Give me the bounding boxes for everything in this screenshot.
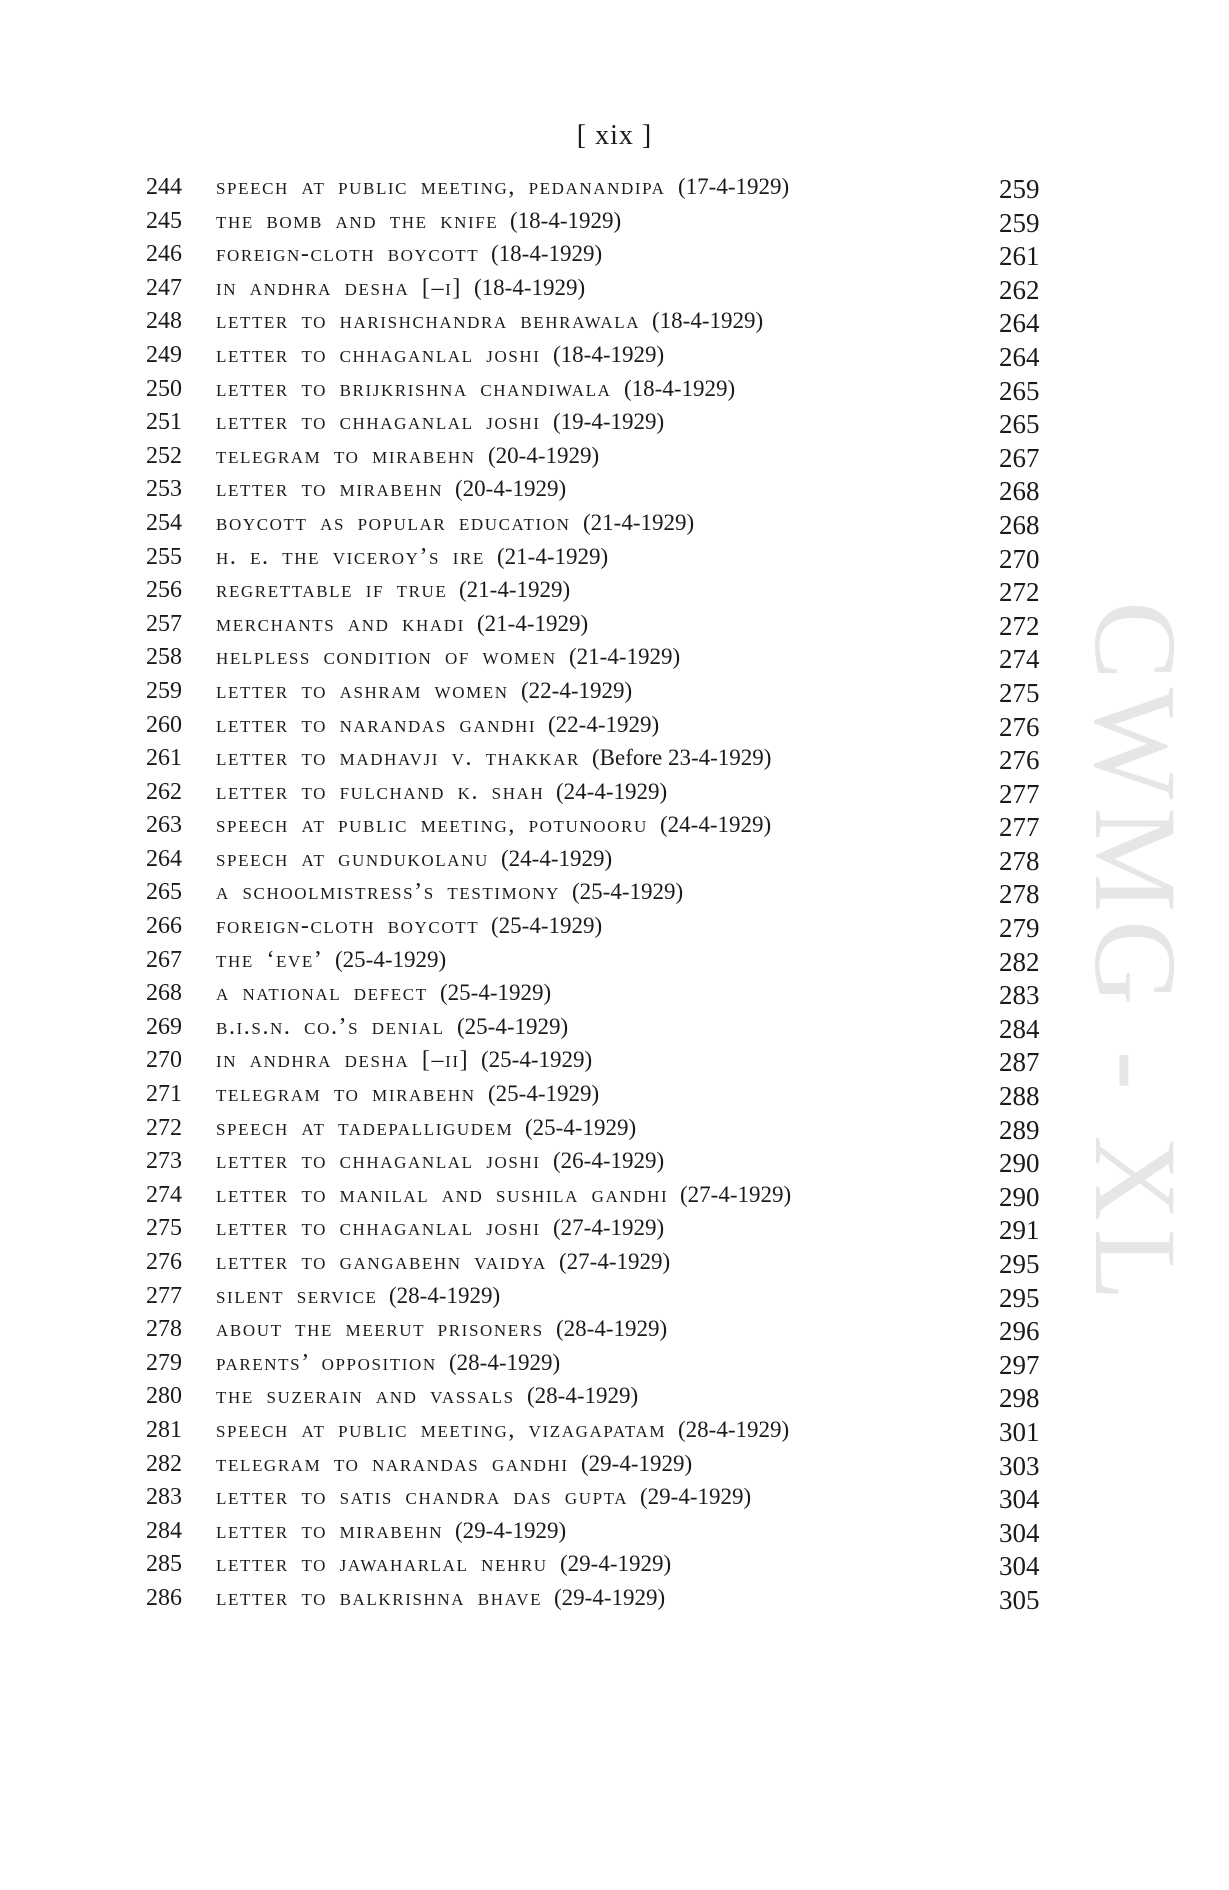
toc-entry [146,577,1046,611]
entry-date: (29-4-1929) [560,1551,672,1577]
toc-entry [146,1182,1046,1216]
toc-entry [146,980,1046,1014]
entry-number: 258 [146,644,182,671]
entry-number: 281 [146,1416,182,1443]
entry-title: merchants and khadi [216,610,465,637]
toc-entry [146,879,1046,913]
entry-number: 275 [146,1215,182,1242]
entry-page: 274 [999,644,1040,675]
entry-title: telegram to mirabehn [216,442,476,469]
toc-entry [146,308,1046,342]
entry-number: 274 [146,1181,182,1208]
entry-page: 303 [999,1450,1040,1481]
entry-page: 290 [999,1181,1040,1212]
toc-entry [146,1484,1046,1518]
watermark: CWMG - XL [1070,601,1201,1309]
entry-title: letter to manilal and sushila gandhi [216,1181,669,1208]
entry-number: 260 [146,711,182,738]
entry-title: letter to satis chandra das gupta [216,1484,629,1511]
entry-number: 284 [146,1517,182,1544]
entry-number: 273 [146,1148,182,1175]
entry-number: 255 [146,543,182,570]
entry-page: 268 [999,476,1040,507]
entry-page: 283 [999,980,1040,1011]
entry-title: the ‘eve’ [216,946,324,973]
entry-number: 252 [146,442,182,469]
entry-date: (25-4-1929) [335,946,447,972]
entry-title: the bomb and the knife [216,207,499,234]
toc-entry [146,611,1046,645]
entry-title: letter to gangabehn vaidya [216,1249,547,1275]
entry-number: 271 [146,1081,182,1108]
entry-page: 304 [999,1551,1040,1582]
entry-number: 265 [146,879,182,906]
entry-date: (25-4-1929) [488,1081,600,1107]
entry-number: 268 [146,980,182,1007]
entry-number: 278 [146,1316,182,1343]
entry-page: 304 [999,1517,1040,1548]
entry-title: letter to fulchand k. shah [216,778,545,805]
entry-page: 298 [999,1383,1040,1414]
entry-date: (Before 23-4-1929) [592,745,772,771]
entry-page: 272 [999,577,1040,608]
entry-date: (18-4-1929) [474,274,586,300]
entry-page: 289 [999,1114,1040,1145]
toc-entry [146,947,1046,981]
entry-date: (29-4-1929) [554,1584,666,1610]
entry-number: 254 [146,509,182,536]
toc-entry [146,1585,1046,1619]
entry-title: letter to narandas gandhi [216,711,537,738]
entry-number: 277 [146,1282,182,1309]
entry-title: letter to chhaganlal joshi [216,409,541,436]
entry-page: 305 [999,1584,1040,1615]
entry-page: 277 [999,812,1040,843]
entry-title: letter to chhaganlal joshi [216,341,541,368]
toc-entry [146,846,1046,880]
toc-entry [146,208,1046,242]
entry-date: (24-4-1929) [501,845,613,871]
toc-entry [146,1451,1046,1485]
entry-page: 262 [999,274,1040,305]
entry-page: 282 [999,946,1040,977]
entry-number: 249 [146,341,182,368]
toc-entry [146,241,1046,275]
entry-date: (28-4-1929) [527,1383,639,1409]
toc-entry [146,1081,1046,1115]
entry-title: letter to chhaganlal joshi [216,1215,541,1242]
entry-title: foreign-cloth boycott [216,241,480,268]
toc-entry [146,1148,1046,1182]
entry-date: (20-4-1929) [455,476,567,502]
toc-entry [146,174,1046,208]
toc-entry [146,342,1046,376]
entry-date: (25-4-1929) [491,913,603,939]
entry-title: about the meerut prisoners [216,1316,544,1343]
entry-title: boycott as popular education [216,509,571,536]
entry-title: foreign-cloth boycott [216,913,480,940]
entry-date: (29-4-1929) [640,1484,752,1510]
toc-entry [146,1417,1046,1451]
entry-date: (26-4-1929) [553,1148,665,1174]
entry-number: 286 [146,1584,182,1611]
entry-date: (27-4-1929) [680,1181,792,1207]
entry-date: (28-4-1929) [678,1416,790,1442]
entry-page: 268 [999,509,1040,540]
entry-page: 275 [999,677,1040,708]
entry-date: (29-4-1929) [581,1450,693,1476]
table-of-contents [146,174,1046,1619]
entry-date: (21-4-1929) [477,610,589,636]
toc-entry [146,1283,1046,1317]
entry-number: 245 [146,207,182,234]
entry-title: letter to mirabehn [216,476,444,503]
entry-title: speech at public meeting, vizagapatam [216,1416,667,1443]
entry-date: (25-4-1929) [457,1013,569,1039]
entry-date: (25-4-1929) [572,879,684,905]
entry-page: 276 [999,711,1040,742]
entry-number: 253 [146,476,182,503]
entry-date: (21-4-1929) [459,577,571,603]
entry-date: (22-4-1929) [521,677,633,703]
entry-date: (27-4-1929) [553,1215,665,1241]
entry-page: 259 [999,174,1040,204]
entry-page: 267 [999,442,1040,473]
entry-page: 272 [999,610,1040,641]
entry-title: regrettable if true [216,577,448,604]
entry-date: (28-4-1929) [556,1316,668,1342]
entry-date: (18-4-1929) [510,207,622,233]
entry-date: (28-4-1929) [449,1349,561,1375]
entry-number: 262 [146,778,182,805]
entry-title: letter to brijkrishna chandiwala [216,375,612,402]
entry-date: (24-4-1929) [556,778,668,804]
entry-date: (27-4-1929) [559,1249,671,1274]
entry-page: 278 [999,845,1040,876]
entry-number: 257 [146,610,182,637]
entry-number: 282 [146,1450,182,1477]
toc-entry [146,712,1046,746]
entry-title: speech at gundukolanu [216,845,489,872]
entry-page: 265 [999,375,1040,406]
entry-number: 266 [146,913,182,940]
entry-date: (18-4-1929) [624,375,736,401]
toc-entry [146,644,1046,678]
toc-entry [146,1115,1046,1149]
entry-date: (25-4-1929) [440,980,552,1006]
toc-entry [146,812,1046,846]
entry-page: 301 [999,1416,1040,1447]
entry-date: (25-4-1929) [481,1047,593,1073]
toc-entry [146,779,1046,813]
entry-title: letter to jawaharlal nehru [216,1551,548,1578]
toc-entry [146,1215,1046,1249]
toc-entry [146,678,1046,712]
entry-title: in andhra desha [–ii] [216,1047,470,1074]
entry-number: 248 [146,308,182,335]
entry-number: 250 [146,375,182,402]
entry-title: helpless condition of women [216,644,557,671]
entry-date: (20-4-1929) [488,442,600,468]
entry-page: 265 [999,409,1040,440]
entry-title: speech at public meeting, pedanandipa [216,174,666,200]
entry-date: (28-4-1929) [389,1282,501,1308]
toc-entry [146,1350,1046,1384]
entry-page: 277 [999,778,1040,809]
entry-date: (21-4-1929) [497,543,609,569]
entry-title: speech at public meeting, potunooru [216,812,648,839]
entry-title: in andhra desha [–i] [216,274,462,301]
entry-title: telegram to mirabehn [216,1081,476,1108]
entry-number: 259 [146,677,182,704]
entry-number: 247 [146,274,182,301]
entry-title: letter to harishchandra behrawala [216,308,641,335]
entry-date: (21-4-1929) [569,644,681,670]
entry-title: letter to madhavji v. thakkar [216,745,580,772]
toc-entry [146,409,1046,443]
entry-title: b.i.s.n. co.’s denial [216,1013,445,1040]
entry-number: 261 [146,745,182,772]
entry-page: 287 [999,1047,1040,1078]
entry-date: (29-4-1929) [455,1517,567,1543]
entry-page: 264 [999,341,1040,372]
entry-page: 288 [999,1081,1040,1112]
toc-entry [146,1047,1046,1081]
entry-title: letter to chhaganlal joshi [216,1148,541,1175]
entry-date: (24-4-1929) [660,812,772,838]
entry-page: 276 [999,745,1040,776]
entry-number: 276 [146,1249,182,1275]
entry-date: (22-4-1929) [548,711,660,737]
entry-title: h. e. the viceroy’s ire [216,543,485,570]
toc-entry [146,1014,1046,1048]
toc-entry [146,1249,1046,1283]
toc-entry [146,275,1046,309]
entry-title: speech at tadepalligudem [216,1114,514,1141]
entry-number: 264 [146,845,182,872]
entry-number: 272 [146,1114,182,1141]
entry-title: a national defect [216,980,428,1007]
toc-entry [146,476,1046,510]
entry-page: 290 [999,1148,1040,1179]
toc-entry [146,510,1046,544]
entry-page: 261 [999,241,1040,272]
toc-entry [146,544,1046,578]
entry-number: 244 [146,174,182,200]
entry-number: 251 [146,409,182,436]
entry-number: 269 [146,1013,182,1040]
entry-number: 256 [146,577,182,604]
entry-number: 279 [146,1349,182,1376]
toc-entry [146,376,1046,410]
entry-number: 246 [146,241,182,268]
entry-page: 297 [999,1349,1040,1380]
entry-title: the suzerain and vassals [216,1383,515,1410]
entry-page: 278 [999,879,1040,910]
toc-entry [146,913,1046,947]
toc-entry [146,1383,1046,1417]
entry-page: 284 [999,1013,1040,1044]
toc-entry [146,1518,1046,1552]
entry-number: 263 [146,812,182,839]
entry-number: 285 [146,1551,182,1578]
toc-entry [146,443,1046,477]
entry-title: letter to ashram women [216,677,509,704]
entry-page: 259 [999,207,1040,238]
entry-title: parents’ opposition [216,1349,437,1376]
toc-entry [146,745,1046,779]
entry-date: (19-4-1929) [553,409,665,435]
entry-date: (18-4-1929) [553,341,665,367]
entry-date: (17-4-1929) [678,174,790,199]
entry-page: 279 [999,913,1040,944]
entry-page: 304 [999,1484,1040,1515]
entry-title: letter to balkrishna bhave [216,1584,543,1611]
entry-page: 291 [999,1215,1040,1246]
entry-number: 283 [146,1484,182,1511]
entry-date: (18-4-1929) [491,241,603,267]
entry-number: 280 [146,1383,182,1410]
entry-date: (18-4-1929) [652,308,764,334]
entry-page: 296 [999,1316,1040,1347]
entry-date: (21-4-1929) [583,509,695,535]
toc-entry [146,1316,1046,1350]
entry-page: 295 [999,1249,1040,1279]
entry-title: silent service [216,1282,378,1309]
entry-title: letter to mirabehn [216,1517,444,1544]
entry-date: (25-4-1929) [525,1114,637,1140]
entry-title: a schoolmistress’s testimony [216,879,560,906]
entry-number: 270 [146,1047,182,1074]
entry-page: 270 [999,543,1040,574]
entry-page: 295 [999,1282,1040,1313]
entry-number: 267 [146,946,182,973]
entry-title: telegram to narandas gandhi [216,1450,569,1477]
entry-page: 264 [999,308,1040,339]
page-number: [ xix ] [576,120,653,151]
toc-entry [146,1551,1046,1585]
